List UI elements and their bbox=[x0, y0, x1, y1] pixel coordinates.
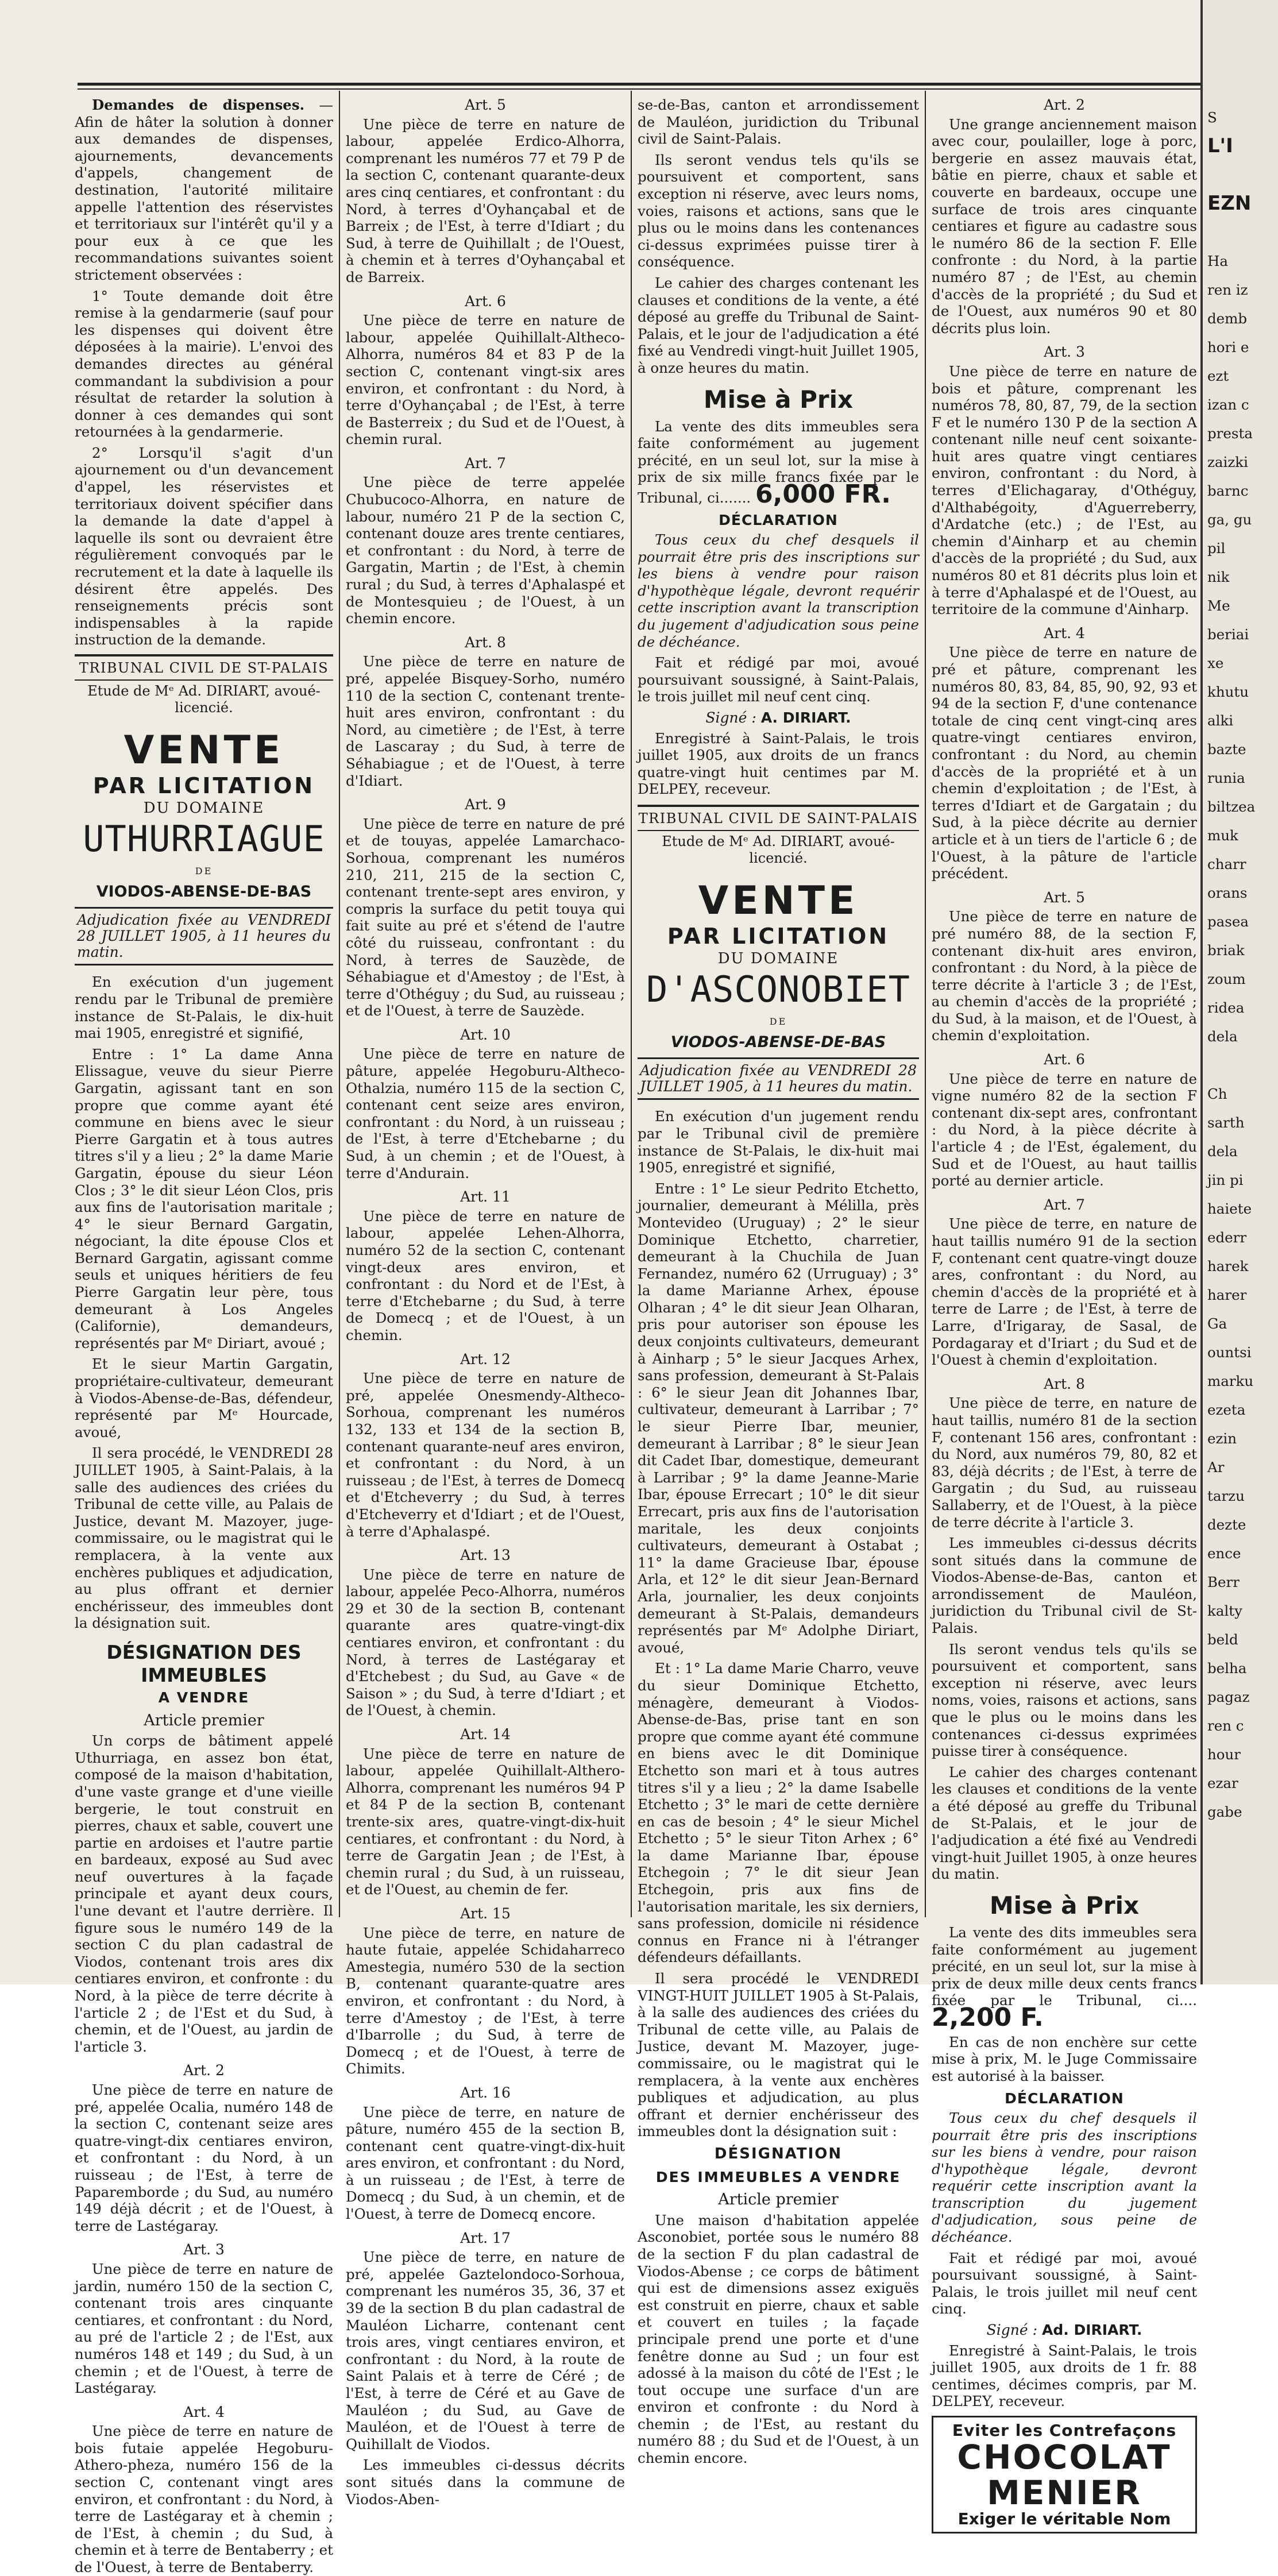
par-licitation-heading: PAR LICITATION bbox=[667, 923, 890, 949]
mise-a-prix-text: La vente des dits immeubles sera faite conformément au jugement précité, en un seul lot, sur la mise à prix de six mille francs fixée par le Tribunal, ci....... bbox=[638, 418, 919, 506]
adjacent-page-fragment: briak bbox=[1207, 942, 1245, 959]
du-domaine-label: DU DOMAINE bbox=[717, 949, 839, 967]
paragraph: Ils seront vendus tels qu'ils se poursuivent et comportent, sans exception ni réserve, avec leurs noms, voies, raisons et actions, sans que le plus ou le moins dans les contenances ci-dessus exprimées puisse tirer à conséquence. bbox=[638, 151, 919, 271]
dispenses-text: — Afin de hâter la solution à donner aux demandes de dispenses, ajournements, devancements d'appels, changement de destination, l'autorité militaire appelle l'attention des réservistes et territoriaux sur l'intérêt qu'il y a pour eux à ce que les recommandations suivantes soient strictement observées : bbox=[75, 96, 333, 283]
article-heading: Art. 9 bbox=[465, 796, 506, 813]
signe-label: Signé : bbox=[986, 2322, 1038, 2339]
signature-line bbox=[638, 709, 919, 727]
adjacent-page-fragment: presta bbox=[1207, 425, 1253, 442]
a-vendre-heading: A VENDRE bbox=[158, 1689, 250, 1706]
adjacent-page-fragment: Ar bbox=[1207, 1459, 1225, 1476]
paragraph: Ils seront vendus tels qu'ils se poursuivent et comportent, sans exception ni réserve, avec leurs noms, voies, raisons et actions, sans que le plus ou le moins dans les contenances ci-dessus exprimées puisse tirer à conséquence. bbox=[932, 1640, 1197, 1760]
column-rule-1 bbox=[339, 91, 340, 1917]
etude-line: Etude de Mᵉ Ad. DIRIART, avoué-licencié. bbox=[662, 833, 895, 867]
paragraph: Une pièce de terre en nature de pré et de touyas, appelée Lamarchaco-Sorhoua, comprenant les numéros 210, 211, 215 de la section C, contenant trente-sept ares environ, y compris la surface du petit touya qui fait suite au pré et s'étend de l'autre côté du ruisseau, confrontant : du Nord, à terres de Sauzède, de Séhabiague et d'Amestoy ; de l'Est, à terre d'Othéguy ; du Sud, au ruisseau ; et de l'Ouest, à terre de Sauzède. bbox=[346, 815, 625, 1019]
article-heading: Art. 17 bbox=[460, 2229, 511, 2246]
column-4 bbox=[932, 96, 1197, 2528]
article-heading: Art. 3 bbox=[1044, 343, 1085, 361]
adjacent-page-fragment: kalty bbox=[1207, 1602, 1242, 1619]
paragraph: Une pièce de terre en nature de labour, appelée Peco-Alhorra, numéros 29 et 30 de la section B, contenant quarante ares quatre-vingt-dix centiares environ, et confrontant : du Nord, à terres de Lastégaray et d'Etchebest ; du Sud, au Gave « de Saison » ; du Sud, à terre d'Idiart ; et de l'Ouest, à chemin. bbox=[346, 1566, 625, 1719]
paragraph: Il sera procédé le VENDREDI VINGT-HUIT JUILLET 1905 à St-Palais, à la salle des audiences des criées du Tribunal de cette ville, au Palais de Justice, devant M. Mazoyer, juge-commissaire, ou le magistrat qui le remplacera, à la vente aux enchères publiques et adjudication, au plus offrant et dernier enchérisseur des immeubles dont la désignation suit : bbox=[638, 1970, 919, 2140]
column-rule-3 bbox=[925, 91, 926, 1917]
section-rule-thin bbox=[638, 830, 919, 831]
paragraph: Il sera procédé, le VENDREDI 28 JUILLET 1905, à Saint-Palais, à la salle des audiences des criées du Tribunal de cette ville, au Palais de Justice, devant M. Mazoyer, juge-commissaire, ou le magistrat qui le remplacera, à la vente aux enchères publiques et adjudication, au plus offrant et dernier enchérisseur, des immeubles dont la désignation suit. bbox=[75, 1445, 333, 1632]
paragraph: Une pièce de terre, en nature de haut taillis numéro 91 de la section F, contenant cent quatre-vingt douze ares, confrontant : du Nord, au chemin d'accès de la propriété et à terre de Larre ; de l'Est, à terre de Larre, d'Irigaray, de Sasal, de Pordagaray et d'Iriart ; du Sud et de l'Ouest à chemin d'exploitation. bbox=[932, 1215, 1197, 1369]
adjacent-page-fragment: ren c bbox=[1207, 1717, 1244, 1734]
paragraph bbox=[638, 418, 919, 507]
article-heading: Art. 14 bbox=[460, 1726, 511, 1743]
article-heading: Art. 10 bbox=[460, 1026, 511, 1043]
paragraph: Une pièce de terre en nature de labour, appelée Quihillalt-Althero-Alhorra, comprenant les numéros 94 P et 84 P de la section B, contenant trente-six ares, quatre-vingt-dix-huit centiares, et confrontant : du Nord, à terre de Gargatin Jean ; de l'Est, à chemin rural ; du Sud, à un ruisseau, et de l'Ouest, au chemin de fer. bbox=[346, 1745, 625, 1898]
adjacent-page-fragment: ezeta bbox=[1207, 1401, 1246, 1418]
paragraph: Une pièce de terre en nature de pré et pâture, comprenant les numéros 80, 83, 84, 85, 90, 92, 93 et 94 de la section F, d'une contenance totale de cinq cent vingt-cinq ares quatre-vingt centiares environ, confrontant : du Nord, au chemin d'accès de la propriété et à un chemin d'exploitation ; de l'Est, à terres d'Idiart et de Gargatain ; du Sud, à la pièce décrite au dernier article et à un tiers de l'article 6 ; de l'Ouest, à la pâture de l'article précédent. bbox=[932, 644, 1197, 882]
paragraph: Les immeubles ci-dessus décrits sont situés dans la commune de Viodos-Abense-de-Bas, canton et arrondissement de Mauléon, juridiction du Tribunal civil de St-Palais. bbox=[932, 1535, 1197, 1637]
adjacent-page-fragment: L'I bbox=[1207, 134, 1233, 157]
paragraph: Entre : 1° La dame Anna Elissague, veuve du sieur Pierre Gargatin, agissant tant en son propre que comme ayant été commune en biens avec le sieur Pierre Gargatin et à tous autres titres s'il y a lieu ; 2° la dame Marie Gargatin, épouse du sieur Léon Clos ; 3° le dit sieur Léon Clos, pris aux fins de l'autorisation maritale ; 4° le sieur Bernard Gargatin, négociant, la dite épouse Clos et Bernard Gargatin, agissant comme seuls et uniques héritiers de feu Pierre Gargatin leur père, tous demeurant à Los Angeles (Californie), demandeurs, représentés par Mᵉ Diriart, avoué ; bbox=[75, 1045, 333, 1351]
declaration-heading: DÉCLARATION bbox=[1005, 2090, 1124, 2107]
adjacent-page-fragment: bazte bbox=[1207, 741, 1246, 758]
adjacent-page-fragment: S bbox=[1207, 109, 1217, 126]
vente-heading: VENTE bbox=[123, 727, 284, 773]
article-heading: Art. 5 bbox=[1044, 889, 1085, 906]
adjacent-page-fragment: ezar bbox=[1207, 1775, 1238, 1791]
column-1 bbox=[75, 96, 333, 2576]
paragraph: Et le sieur Martin Gargatin, propriétaire-cultivateur, demeurant à Viodos-Abense-de-Bas, défendeur, représenté par Mᵉ Hourcade, avoué, bbox=[75, 1355, 333, 1440]
etude-line: Etude de Mᵉ Ad. DIRIART, avoué-licencié. bbox=[87, 682, 321, 716]
signe-label: Signé : bbox=[705, 709, 756, 726]
paragraph bbox=[932, 1924, 1197, 2030]
adjacent-page-fragment: ga, gu bbox=[1207, 511, 1252, 528]
adjacent-page-fragment: harer bbox=[1207, 1287, 1247, 1303]
adjudication-date: Adjudication fixée au VENDREDI 28 JUILLET 1905, à 11 heures du matin. bbox=[638, 1057, 919, 1100]
paragraph: Une pièce de terre en nature de bois futaie appelée Hegoburu-Athero-pheza, numéro 156 de la section C, contenant vingt ares environ, et confrontant : du Nord, à terre de Lastégaray et à chemin ; de l'Est, à chemin ; du Sud, à chemin et à terre de Bentaberry ; et de l'Ouest, à terre de Bentaberry. bbox=[75, 2423, 333, 2576]
vente-heading: VENTE bbox=[698, 878, 859, 924]
par-licitation-heading: PAR LICITATION bbox=[92, 773, 315, 798]
paragraph: Une grange anciennement maison avec cour, poulailler, loge à porc, bergerie en assez mauvais état, bâtie en pierre, chaux et sable et couverte en bardeaux, occupe une surface de trois ares cinquante centiares et figure au cadastre sous le numéro 86 de la section F. Elle confronte : du Nord, à la partie numéro 87 ; de l'Est, au chemin d'accès de la propriété ; du Sud et de l'Ouest, aux numéros 90 et 80 décrits plus loin. bbox=[932, 115, 1197, 337]
paragraph: Une pièce de terre en nature de pré, appelée Bisquey-Sorho, numéro 110 de la section C, contenant trente-huit ares environ, confrontant : du Nord, au cimetière ; de l'Est, à terre de Lascaray ; du Sud, à terre de Séhabiague ; et de l'Ouest, à terre d'Idiart. bbox=[346, 653, 625, 789]
paragraph: Tous ceux du chef desquels il pourrait être pris des inscriptions sur les biens à vendre pour raison d'hypothèque légale, devront requérir cette inscription avant la transcription du jugement d'adjudication sous peine de déchéance. bbox=[638, 531, 919, 650]
adjacent-page-fragment: ren iz bbox=[1207, 281, 1248, 298]
paragraph: Le cahier des charges contenant les clauses et conditions de la vente, a été déposé au greffe du Tribunal de Saint-Palais, et le jour de l'adjudication a été fixé au Vendredi vingt-huit Juillet 1905, à onze heures du matin. bbox=[638, 274, 919, 376]
paragraph: Enregistré à Saint-Palais, le trois juillet 1905, aux droits de un francs quatre-vingt huit centimes par M. DELPEY, receveur. bbox=[638, 729, 919, 798]
section-rule-thin bbox=[75, 679, 333, 681]
article-premier-heading: Article premier bbox=[144, 1711, 264, 1729]
section-rule bbox=[75, 654, 333, 656]
adjacent-page-fragment: zaizki bbox=[1207, 454, 1248, 470]
column-3 bbox=[638, 96, 919, 2467]
declaration-heading: DÉCLARATION bbox=[719, 512, 838, 529]
adjacent-page-fragment: Ga bbox=[1207, 1315, 1227, 1332]
adjacent-page-fragment: sarth bbox=[1207, 1114, 1245, 1131]
paragraph: Fait et rédigé par moi, avoué poursuivant soussigné, à Saint-Palais, le trois juillet mil neuf cent cinq. bbox=[932, 2249, 1197, 2318]
tribunal-heading: TRIBUNAL CIVIL DE SAINT-PALAIS bbox=[638, 810, 918, 827]
paragraph: Les immeubles ci-dessus décrits sont situés dans la commune de Viodos-Aben- bbox=[346, 2457, 625, 2508]
top-rule-thin bbox=[78, 88, 1200, 90]
paragraph: Une pièce de terre appelée Chubucoco-Alhorra, en nature de labour, numéro 21 P de la section C, contenant douze ares trente centiares, et confrontant : du Nord, à terre de Gargatin, Martin ; de l'Est, à chemin rural ; du Sud, à terres d'Aphalaspé et de Montesquieu ; de l'Ouest, à un chemin encore. bbox=[346, 474, 625, 627]
paragraph: En exécution d'un jugement rendu par le Tribunal civil de première instance de St-Palais, le dix-huit mai 1905, enregistré et signifié, bbox=[638, 1108, 919, 1176]
paragraph: Fait et rédigé par moi, avoué poursuivant soussigné, à Saint-Palais, le trois juillet mil neuf cent cinq. bbox=[638, 654, 919, 705]
paragraph: Une pièce de terre en nature de labour, appelée Erdico-Alhorra, comprenant les numéros 77 et 79 P de la section C, contenant quarante-deux ares cinq centiares, et confrontant : du Nord, à terres d'Oyhançabal et de Barreix ; de l'Est, à terre d'Idiart ; du Sud, à terre de Quihillalt ; de l'Ouest, à chemin et à terres d'Oyhançabal et de Barreix. bbox=[346, 115, 625, 285]
signature-line bbox=[932, 2322, 1197, 2339]
paragraph: Le cahier des charges contenant les clauses et conditions de la vente a été déposé au greffe du Tribunal de St-Palais, et le jour de l'adjudication a été fixé au Vendredi vingt-huit Juillet 1905, à onze heures du matin. bbox=[932, 1763, 1197, 1883]
adjacent-page-fragment: dezte bbox=[1207, 1516, 1246, 1533]
adjacent-page-fragment: harek bbox=[1207, 1258, 1249, 1275]
article-heading: Art. 6 bbox=[1044, 1051, 1085, 1068]
domaine-name: D'ASCONOBIET bbox=[646, 968, 910, 1010]
adjacent-page-fragment: khutu bbox=[1207, 683, 1249, 700]
paragraph: Une pièce de terre en nature de pré, appelée Ocalia, numéro 148 de la section C, contenant seize ares quatre-vingt-dix centiares environ, et confrontant : du Nord, à un ruisseau ; de l'Est, à terre de Paparemborde ; du Sud, au numéro 149 déjà décrit ; et de l'Ouest, à terre de Lastégaray. bbox=[75, 2081, 333, 2234]
adjacent-page-fragment: charr bbox=[1207, 856, 1246, 872]
adjacent-page-fragment: dela bbox=[1207, 1143, 1238, 1160]
adjacent-page-fragment: Ch bbox=[1207, 1086, 1227, 1102]
paragraph: Une pièce de terre en nature de bois et pâture, comprenant les numéros 78, 80, 87, 79, de la section F et le numéro 130 P de la section A contenant nille neuf cent soixante-huit ares quatre vingt centiares environ, confrontant : du Nord, à terres d'Elichagaray, d'Othéguy, d'Althabégoity, d'Aguerreberry, d'Ardatche (etc.) ; de l'Est, au chemin d'Ainharp et au chemin d'accès de la propriété ; du Sud, aux numéros 80 et 81 décrits plus loin et à terre d'Aphalaspé et de l'Ouest, au territoire de la commune d'Ainharp. bbox=[932, 362, 1197, 618]
lieu-name: VIODOS-ABENSE-DE-BAS bbox=[96, 883, 312, 901]
section-rule bbox=[638, 805, 919, 807]
ad-line-1: Eviter les Contrefaçons bbox=[952, 2421, 1177, 2440]
signe-name: Ad. DIRIART. bbox=[1042, 2322, 1142, 2339]
des-immeubles-heading: DES IMMEUBLES A VENDRE bbox=[655, 2168, 901, 2185]
adjacent-page-fragment: marku bbox=[1207, 1373, 1254, 1389]
designation-heading: DÉSIGNATION DES IMMEUBLES bbox=[106, 1640, 302, 1686]
dispenses-point-2: 2° Lorsqu'il s'agit d'un ajournement ou d'un devancement d'appel, les réservistes et territoriaux doivent spécifier dans la demande la date d'appel à laquelle ils sont ou devraient être régulièrement convoqués par le recrutement et la date à laquelle ils désirent être appelés. Des renseignements précis sont indispensables à la rapide instruction de la demande. bbox=[75, 444, 333, 648]
paragraph: Une pièce de terre en nature de jardin, numéro 150 de la section C, contenant trois ares cinquante centiares, et confrontant : du Nord, au pré de l'article 2 ; de l'Est, aux numéros 148 et 149 ; du Sud, à un chemin ; et de l'Ouest, à terre de Lastégaray. bbox=[75, 2260, 333, 2397]
mise-a-prix-heading: Mise à Prix bbox=[989, 1891, 1140, 1920]
paragraph: Une pièce de terre en nature de labour, appelée Quihillalt-Altheco-Alhorra, numéros 84 et 83 P de la section C, contenant vingt-six ares environ, et confrontant : du Nord, à terre d'Oyhançabal ; de l'Est, à terre de Basterreix ; du Sud et de l'Ouest, à chemin rural. bbox=[346, 312, 625, 448]
adjacent-page-fragment: pil bbox=[1207, 540, 1226, 557]
paragraph: Une pièce de terre en nature de pré numéro 88, de la section F, contenant dix-huit ares environ, confrontant : du Nord, à la pièce de terre décrite à l'article 3 ; de l'Est, au chemin d'accès de la propriété ; du Sud, à la maison, et de l'Ouest, à chemin d'exploitation. bbox=[932, 908, 1197, 1044]
article-heading: Art. 3 bbox=[183, 2241, 225, 2258]
article-heading: Art. 8 bbox=[465, 634, 506, 651]
paragraph: Une pièce de terre, en nature de haute futaie, appelée Schidaharreco Amestegia, numéro 530 de la section B, contenant quarante-quatre ares environ, et confrontant : du Nord, à terre d'Amestoy ; de l'Est, à terre d'Ibarrolle ; du Sud, à terre de Domecq ; et de l'Ouest, à terre de Chimits. bbox=[346, 1924, 625, 2077]
adjacent-page-fragment: orans bbox=[1207, 885, 1248, 901]
article-heading: Art. 6 bbox=[465, 292, 506, 310]
adjacent-page-fragment: izan c bbox=[1207, 396, 1249, 413]
top-rule bbox=[78, 83, 1200, 86]
article-heading: Art. 11 bbox=[460, 1188, 511, 1206]
paragraph: Une maison d'habitation appelée Asconobiet, portée sous le numéro 88 de la section F du plan cadastral de Viodos-Abense ; ce corps de bâtiment qui est de dimensions assez exiguës est construit en pierre, chaux et sable et couvert en tuiles ; la façade principale prend une porte et d'une fenêtre donne au Sud ; un four est adossé à la maison du côté de l'Est ; le tout occupe une surface d'un are environ et confronte : du Nord à chemin ; de l'Est, au restant du numéro 88 ; du Sud et de l'Ouest, à un chemin encore. bbox=[638, 2211, 919, 2467]
adjacent-page-fragment: biltzea bbox=[1207, 798, 1256, 815]
article-heading: Art. 2 bbox=[1044, 96, 1085, 113]
paragraph: Une pièce de terre, en nature de pré, appelée Gaztelondoco-Sorhoua, comprenant les numéros 35, 36, 37 et 39 de la section B du plan cadastral de Mauléon Licharre, contenant cent trois ares, vingt centiares environ, et confrontant : du Nord, à la route de Saint Palais et à terre de Céré ; de l'Est, à terre de Céré et au Gave de Mauléon ; du Sud, au Gave de Mauléon, et de l'Ouest à terre de Quihillalt de Viodos. bbox=[346, 2249, 625, 2453]
adjacent-page-fragment: beld bbox=[1207, 1631, 1238, 1648]
adjacent-page-fragment: gabe bbox=[1207, 1803, 1242, 1820]
article-heading: Art. 2 bbox=[183, 2062, 225, 2079]
adjacent-page-fragment: runia bbox=[1207, 770, 1245, 786]
article-heading: Art. 13 bbox=[460, 1547, 511, 1564]
adjacent-page-fragment: EZN bbox=[1207, 192, 1252, 215]
adjacent-page-fragment: pasea bbox=[1207, 913, 1249, 930]
article-heading: Art. 16 bbox=[460, 2084, 511, 2101]
adjacent-page-fragment: ence bbox=[1207, 1545, 1241, 1562]
paragraph: Et : 1° La dame Marie Charro, veuve du sieur Dominique Etchetto, ménagère, demeurant à Viodos-Abense-de-Bas, prise tant en son propre que comme ayant été commune en biens avec le dit Dominique Etchetto son mari et à tous autres titres s'il y a lieu ; 2° la dame Isabelle Etchetto ; 3° le mari de cette dernière en cas de besoin ; 4° le sieur Michel Etchetto ; 5° le sieur Titon Arhex ; 6° la dame Marianne Ibar, épouse Etchegoin ; 7° le dit sieur Jean Etchegoin, pris aux fins de l'autorisation maritale, les six derniers, sans profession, domicile ni résidence connus en France ni à l'étranger défendeurs défaillants. bbox=[638, 1660, 919, 1966]
paragraph: En exécution d'un jugement rendu par le Tribunal de première instance de St-Palais, le dix-huit mai 1905, enregistré et signifié, bbox=[75, 974, 333, 1042]
adjacent-page-fragment: xe bbox=[1207, 655, 1224, 671]
adjacent-page-fragment: beriai bbox=[1207, 626, 1249, 643]
adjacent-page-fragment: Me bbox=[1207, 597, 1230, 614]
paragraph: Une pièce de terre, en nature de pâture, numéro 455 de la section B, contenant cent quatre-vingt-dix-huit ares environ, et confrontant : du Nord, à un ruisseau ; de l'Est, à terre de Domecq ; du Sud, à un chemin, et de l'Ouest, à terre de Domecq encore. bbox=[346, 2103, 625, 2223]
adjacent-page-fragment: ountsi bbox=[1207, 1344, 1252, 1361]
paragraph: Une pièce de terre, en nature de haut taillis, numéro 81 de la section F, contenant 156 ares, confrontant : du Nord, aux numéros 79, 80, 82 et 83, déjà décrits ; de l'Est, à terre de Gargatin ; du Sud, au ruisseau Sallaberry, et de l'Ouest, à la pièce de terre décrite à l'article 3. bbox=[932, 1395, 1197, 1531]
dispenses-title: Demandes de dispenses. bbox=[92, 96, 305, 113]
price: 6,000 FR. bbox=[755, 479, 891, 509]
column-rule-2 bbox=[631, 91, 632, 1917]
article-heading: Art. 4 bbox=[183, 2403, 225, 2420]
paragraph: Entre : 1° Le sieur Pedrito Etchetto, journalier, demeurant à Mélilla, près Montevideo (Uruguay) ; 2° le sieur Dominique Etchetto, charretier, demeurant à la Chuchila de Juan Fernandez, numéro 62 (Urruguay) ; 3° la dame Marianne Arhex, épouse Olharan ; 4° le dit sieur Jean Olharan, pris pour autoriser son épouse les deux conjoints cultivateurs, demeurant à Ainharp ; 5° le sieur Jacques Arhex, sans profession, demeurant à St-Palais : 6° le sieur Jean dit Johannes Ibar, cultivateur, demeurant à Larribar ; 7° le sieur Pierre Ibar, meunier, demeurant à Larribar ; 8° le sieur Jean dit Cadet Ibar, domestique, demeurant à Larribar ; 9° la dame Jeanne-Marie Ibar, épouse Errecart ; 10° le dit sieur Errecart, pris aux fins de l'autorisation maritale, les deux conjoints cultivateurs, demeurant à Ostabat ; 11° la dame Gracieuse Ibar, épouse Arla, et 12° le dit sieur Jean-Bernard Arla, journalier, les deux conjoints demeurant à St-Palais, demandeurs représentés par Mᵉ Adolphe Diriart, avoué, bbox=[638, 1180, 919, 1656]
adjacent-page-fragment: tarzu bbox=[1207, 1488, 1245, 1504]
adjacent-page-fragment: zoum bbox=[1207, 971, 1246, 987]
article-heading: Art. 8 bbox=[1044, 1375, 1085, 1392]
article-heading: Art. 15 bbox=[460, 1905, 511, 1922]
article-heading: Art. 7 bbox=[1044, 1196, 1085, 1213]
mise-a-prix-heading: Mise à Prix bbox=[703, 385, 854, 414]
lieu-name: VIODOS-ABENSE-DE-BAS bbox=[670, 1033, 886, 1052]
ad-line-2: CHOCOLAT bbox=[957, 2437, 1172, 2477]
adjacent-page-fragment: Ha bbox=[1207, 253, 1228, 269]
adjacent-page-fragment: ridea bbox=[1207, 999, 1245, 1016]
adjacent-page-fragment: pagaz bbox=[1207, 1689, 1250, 1705]
mise-a-prix-text: La vente des dits immeubles sera faite conformément au jugement précité, en un seul lot, sur la mise à prix de deux mille deux cents francs fixée par le Tribunal, ci.... bbox=[932, 1924, 1197, 2009]
adjacent-page-fragment: nik bbox=[1207, 569, 1230, 585]
adjacent-page-fragment: jin pi bbox=[1207, 1172, 1244, 1188]
paragraph: Une pièce de terre en nature de vigne numéro 82 de la section F contenant dix-sept ares, confrontant : du Nord, à la pièce décrite à l'article 4 ; de l'Est, également, du Sud et de l'Ouest, au haut taillis porté au dernier article. bbox=[932, 1070, 1197, 1189]
signe-name: A. DIRIART. bbox=[760, 709, 851, 726]
adjacent-page-fragment: hour bbox=[1207, 1746, 1241, 1763]
adjacent-page-fragment: barnc bbox=[1207, 482, 1249, 499]
article-heading: Art. 7 bbox=[465, 454, 506, 472]
ad-line-3: MENIER bbox=[987, 2473, 1142, 2512]
de-label: DE bbox=[195, 865, 213, 876]
dispenses-paragraph bbox=[75, 96, 333, 284]
dispenses-point-1: 1° Toute demande doit être remise à la gendarmerie (sauf pour les dispenses qui doivent être déposées à la mairie). L'envoi des demandes directes au général commandant la subdivision a pour résultat de retarder la solution à donner à ces demandes qui sont retournées à la gendarmerie. bbox=[75, 287, 333, 441]
paragraph: Une pièce de terre en nature de pâture, appelée Hegoburu-Altheco-Othalzia, numéro 115 de la section C, contenant cent seize ares environ, confrontant : du Nord, à un ruisseau ; de l'Est, à terre d'Etchebarne ; du Sud, à un chemin ; et de l'Ouest, à terre d'Andurain. bbox=[346, 1045, 625, 1181]
article-heading: Art. 4 bbox=[1044, 624, 1085, 642]
ad-line-4: Exiger le véritable Nom bbox=[957, 2509, 1171, 2528]
price: 2,200 F. bbox=[932, 2002, 1044, 2032]
adjacent-page-fragment: belha bbox=[1207, 1660, 1247, 1677]
paragraph: Un corps de bâtiment appelé Uthurriaga, en assez bon état, composé de la maison d'habitation, d'une vaste grange et d'une vieille bergerie, le tout construit en pierres, chaux et sable, couvert une partie en ardoises et l'autre partie en bardeaux, exposé au Sud avec neuf ouvertures à la façade principale et ayant deux cours, l'une devant et l'autre derrière. Il figure sous le numéro 149 de la section C du plan cadastral de Viodos, contenant trois ares dix centiares environ, et confronte : du Nord, à la pièce de terre décrite à l'article 2 ; de l'Est et du Sud, à chemin, et de l'Ouest, au jardin de l'article 3. bbox=[75, 1732, 333, 2055]
adjacent-page-fragment: ederr bbox=[1207, 1229, 1247, 1246]
column-2 bbox=[346, 96, 625, 2508]
adjacent-page-fragment: dela bbox=[1207, 1028, 1238, 1045]
tribunal-heading: TRIBUNAL CIVIL DE ST-PALAIS bbox=[79, 660, 329, 676]
adjacent-page-fragment: demb bbox=[1207, 310, 1248, 327]
adjacent-page-fragment: haiete bbox=[1207, 1200, 1252, 1217]
adjacent-page-edge bbox=[1200, 0, 1278, 1984]
adjacent-page-fragment: Berr bbox=[1207, 1574, 1240, 1590]
designation-heading: DÉSIGNATION bbox=[714, 2145, 843, 2162]
adjacent-page-fragment: alki bbox=[1207, 712, 1234, 729]
article-heading: Art. 5 bbox=[465, 96, 506, 113]
article-heading: Art. 12 bbox=[460, 1350, 511, 1368]
paragraph: Une pièce de terre en nature de labour, appelée Lehen-Alhorra, numéro 52 de la section C, contenant vingt-deux ares environ, et confrontant : du Nord et de l'Est, à terre d'Etchebarne ; du Sud, à terre de Domecq ; et de l'Ouest, à un chemin. bbox=[346, 1207, 625, 1343]
adjacent-page-fragment: ezin bbox=[1207, 1430, 1237, 1447]
adjacent-page-fragment: muk bbox=[1207, 827, 1238, 844]
paragraph: se-de-Bas, canton et arrondissement de Mauléon, juridiction du Tribunal civil de Saint-Palais. bbox=[638, 96, 919, 148]
paragraph: Enregistré à Saint-Palais, le trois juillet 1905, aux droits de 1 fr. 88 centimes, décimes compris, par M. DELPEY, receveur. bbox=[932, 2342, 1197, 2410]
adjacent-page-fragment: hori e bbox=[1207, 339, 1249, 356]
paragraph: Une pièce de terre en nature de pré, appelée Onesmendy-Altheco-Sorhoua, comprenant les numéros 132, 133 et 134 de la section B, contenant quarante-neuf ares environ, et confrontant : du Nord, à un ruisseau ; de l'Est, à terres de Domecq et d'Etcheverry ; du Sud, à terres d'Etcheverry et d'Idiart ; et de l'Ouest, à terre d'Aphalaspé. bbox=[346, 1370, 625, 1540]
chocolat-menier-ad bbox=[932, 2416, 1197, 2533]
paragraph: Tous ceux du chef desquels il pourrait être pris des inscriptions sur les biens à vendre, pour raison d'hypothèque légale, devront requérir cette inscription avant la transcription du jugement d'adjudication, sous peine de déchéance. bbox=[932, 2109, 1197, 2246]
du-domaine-label: DU DOMAINE bbox=[143, 799, 265, 817]
de-label: DE bbox=[769, 1015, 787, 1027]
adjacent-page-fragment: ezt bbox=[1207, 368, 1229, 384]
paragraph: En cas de non enchère sur cette mise à prix, M. le Juge Commissaire est autorisé à la baisser. bbox=[932, 2033, 1197, 2084]
article-premier-heading: Article premier bbox=[718, 2191, 839, 2209]
domaine-name: UTHURRIAGUE bbox=[83, 817, 325, 860]
adjudication-date: Adjudication fixée au VENDREDI 28 JUILLET 1905, à 11 heures du matin. bbox=[75, 907, 333, 965]
